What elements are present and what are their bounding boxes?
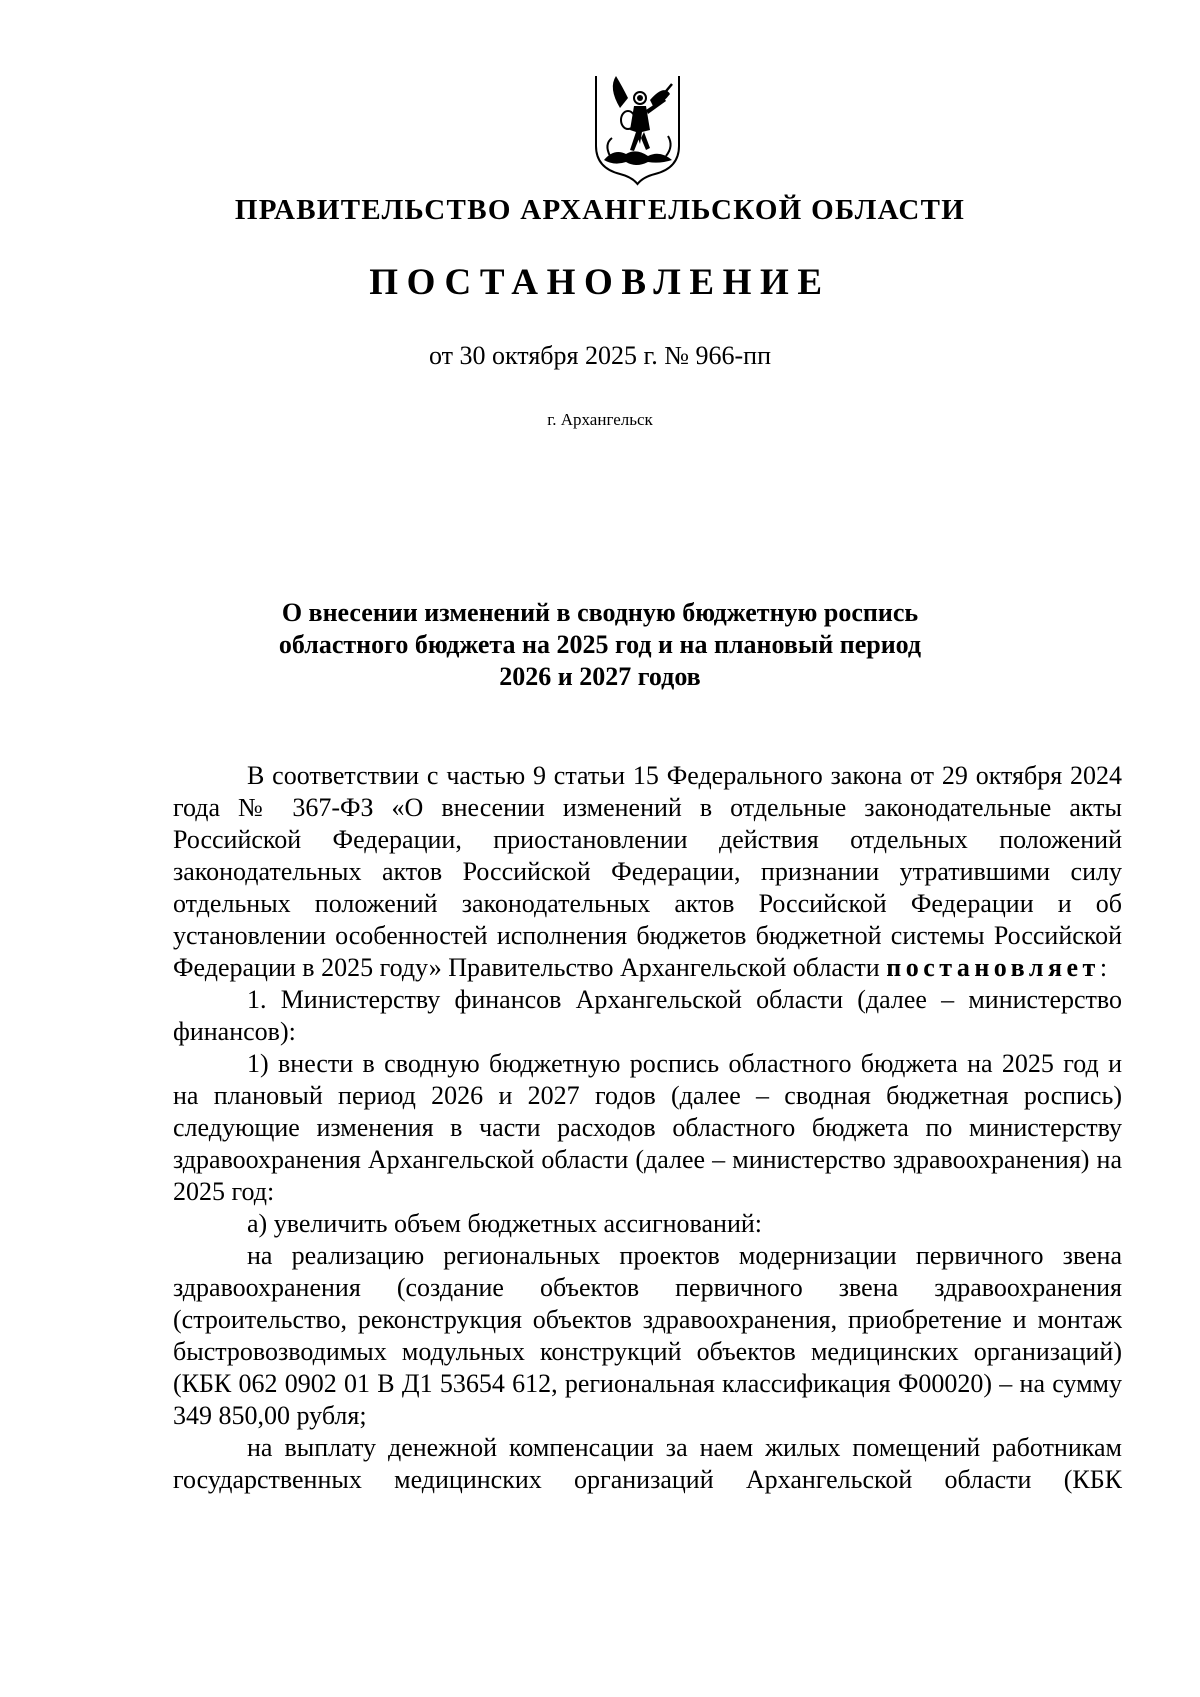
preamble-paragraph [173, 760, 1122, 984]
clause-1-1-paragraph: 1) внести в сводную бюджетную роспись областного бюджета на 2025 год и на плановый период 2026 и 2027 годов (далее – сводная бюджетная роспись) следующие изменения в части расходов областного бюджета по министерству здравоохранения Архангельской области (далее – министерство здравоохранения) на 2025 год: [173, 1049, 1122, 1206]
preamble-colon: : [1099, 953, 1108, 982]
document-subject [0, 597, 1200, 693]
allocation-primary-care-paragraph: на реализацию региональных проектов модернизации первичного звена здравоохранения (создание объектов первичного звена здравоохранения (строительство, реконструкция объектов здравоохранения, приобретение и монтаж быстровозводимых модульных конструкций объектов медицинских организаций) (КБК 062 0902 01 В Д1 53654 612, региональная классификация Ф00020) – на сумму 349 850,00 рубля; [173, 1241, 1122, 1430]
document-type-title: ПОСТАНОВЛЕНИЕ [369, 262, 831, 303]
document-body [173, 760, 1122, 1496]
archangel-coat-of-arms-icon [590, 68, 685, 186]
subject-line-1: О внесении изменений в сводную бюджетную роспись [281, 598, 919, 627]
preamble-text: В соответствии с частью 9 статьи 15 Федерального закона от 29 октября 2024 года № 367-ФЗ «О внесении изменений в отдельные законодательные акты Российской Федерации, приостановлении действия отдельных положений законодательных актов Российской Федерации, признании утратившими силу отдельных положений законодательных актов Российской Федерации и об установлении особенностей исполнения бюджетов бюджетной системы Российской Федерации в 2025 году» Правительство Архангельской области [173, 761, 1122, 982]
clause-a-paragraph: а) увеличить объем бюджетных ассигнований: [247, 1209, 762, 1238]
document-date-number: от 30 октября 2025 г. № 966-пп [429, 341, 771, 370]
subject-line-2: областного бюджета на 2025 год и на плановый период [278, 630, 922, 659]
subject-line-3: 2026 и 2027 годов [499, 662, 701, 691]
allocation-housing-compensation-paragraph: на выплату денежной компенсации за наем жилых помещений работникам государственных медицинских организаций Архангельской области (КБК [173, 1433, 1122, 1494]
resolves-verb: постановляет [886, 953, 1100, 982]
document-city: г. Архангельск [547, 410, 653, 429]
clause-1-paragraph: 1. Министерству финансов Архангельской области (далее – министерство финансов): [173, 985, 1122, 1046]
government-title: ПРАВИТЕЛЬСТВО АРХАНГЕЛЬСКОЙ ОБЛАСТИ [234, 194, 966, 226]
